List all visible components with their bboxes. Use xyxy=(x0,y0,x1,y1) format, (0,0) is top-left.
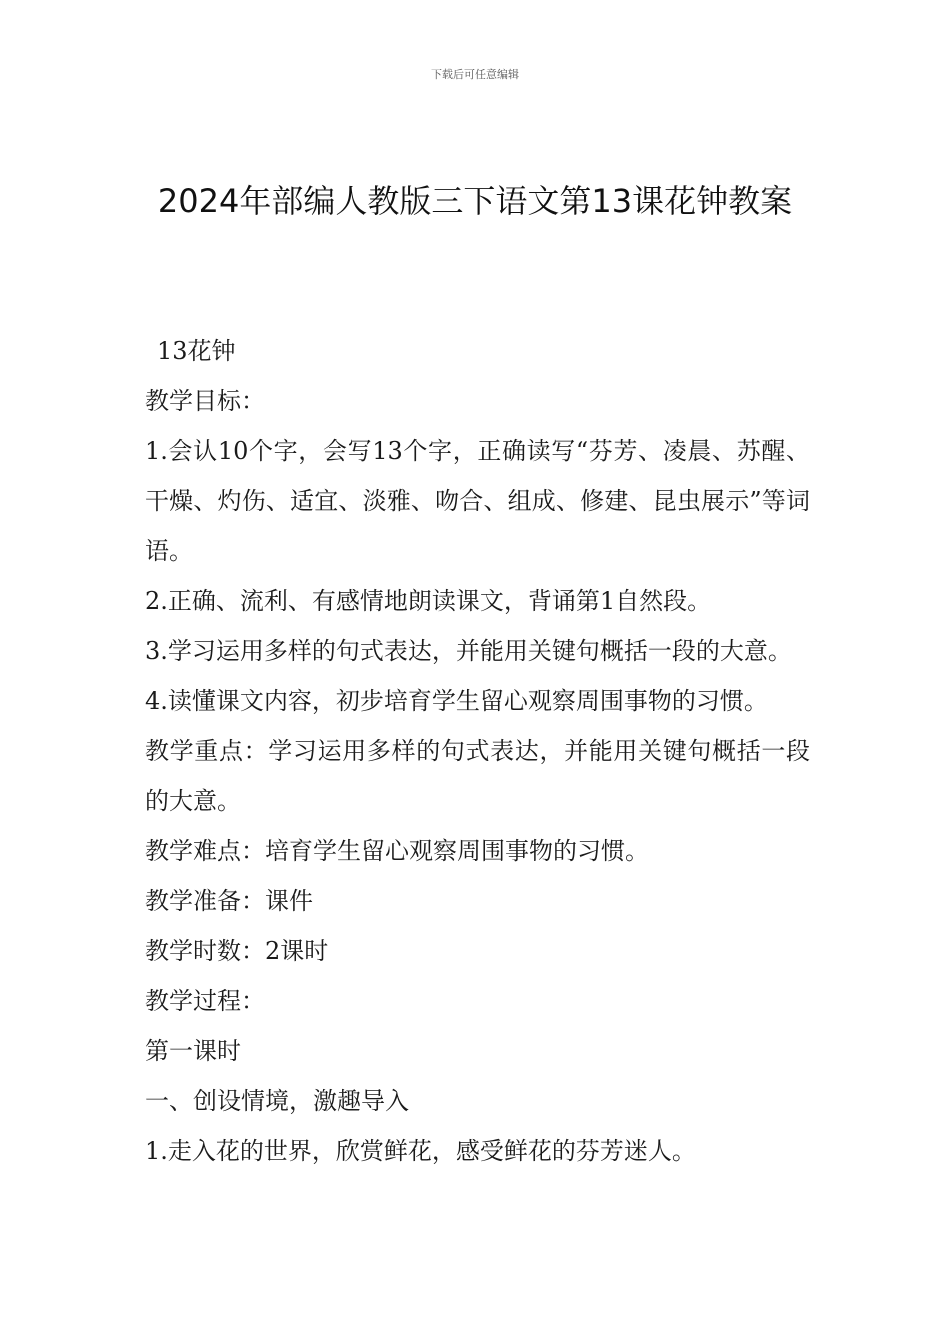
document-title: 2024年部编人教版三下语文第13课花钟教案 xyxy=(157,182,793,220)
section-heading-1: 一、创设情境，激趣导入 xyxy=(145,1087,409,1115)
teaching-preparation: 教学准备：课件 xyxy=(145,887,313,915)
teaching-difficulty: 教学难点：培育学生留心观察周围事物的习惯。 xyxy=(145,837,649,865)
step-1: 1.走入花的世界，欣赏鲜花，感受鲜花的芬芳迷人。 xyxy=(145,1137,696,1165)
objective-4: 4.读懂课文内容，初步培育学生留心观察周围事物的习惯。 xyxy=(145,687,768,715)
teaching-focus: 教学重点：学习运用多样的句式表达，并能用关键句概括一段的大意。 xyxy=(145,737,810,815)
objectives-heading: 教学目标： xyxy=(145,387,265,415)
objective-3: 3.学习运用多样的句式表达，并能用关键句概括一段的大意。 xyxy=(145,637,792,665)
lesson-heading: 13花钟 xyxy=(157,337,236,365)
objective-1: 1.会认10个字，会写13个字，正确读写“芬芳、凌晨、苏醒、干燥、灼伤、适宜、淡雅、吻合、组成、修建、昆虫展示”等词语。 xyxy=(145,437,810,565)
teaching-process-heading: 教学过程： xyxy=(145,987,265,1015)
first-lesson-heading: 第一课时 xyxy=(145,1037,241,1065)
objective-2: 2.正确、流利、有感情地朗读课文，背诵第1自然段。 xyxy=(145,587,712,615)
teaching-hours: 教学时数：2课时 xyxy=(145,937,329,965)
header-note: 下载后可任意编辑 xyxy=(431,68,519,81)
document-body xyxy=(145,326,810,1176)
